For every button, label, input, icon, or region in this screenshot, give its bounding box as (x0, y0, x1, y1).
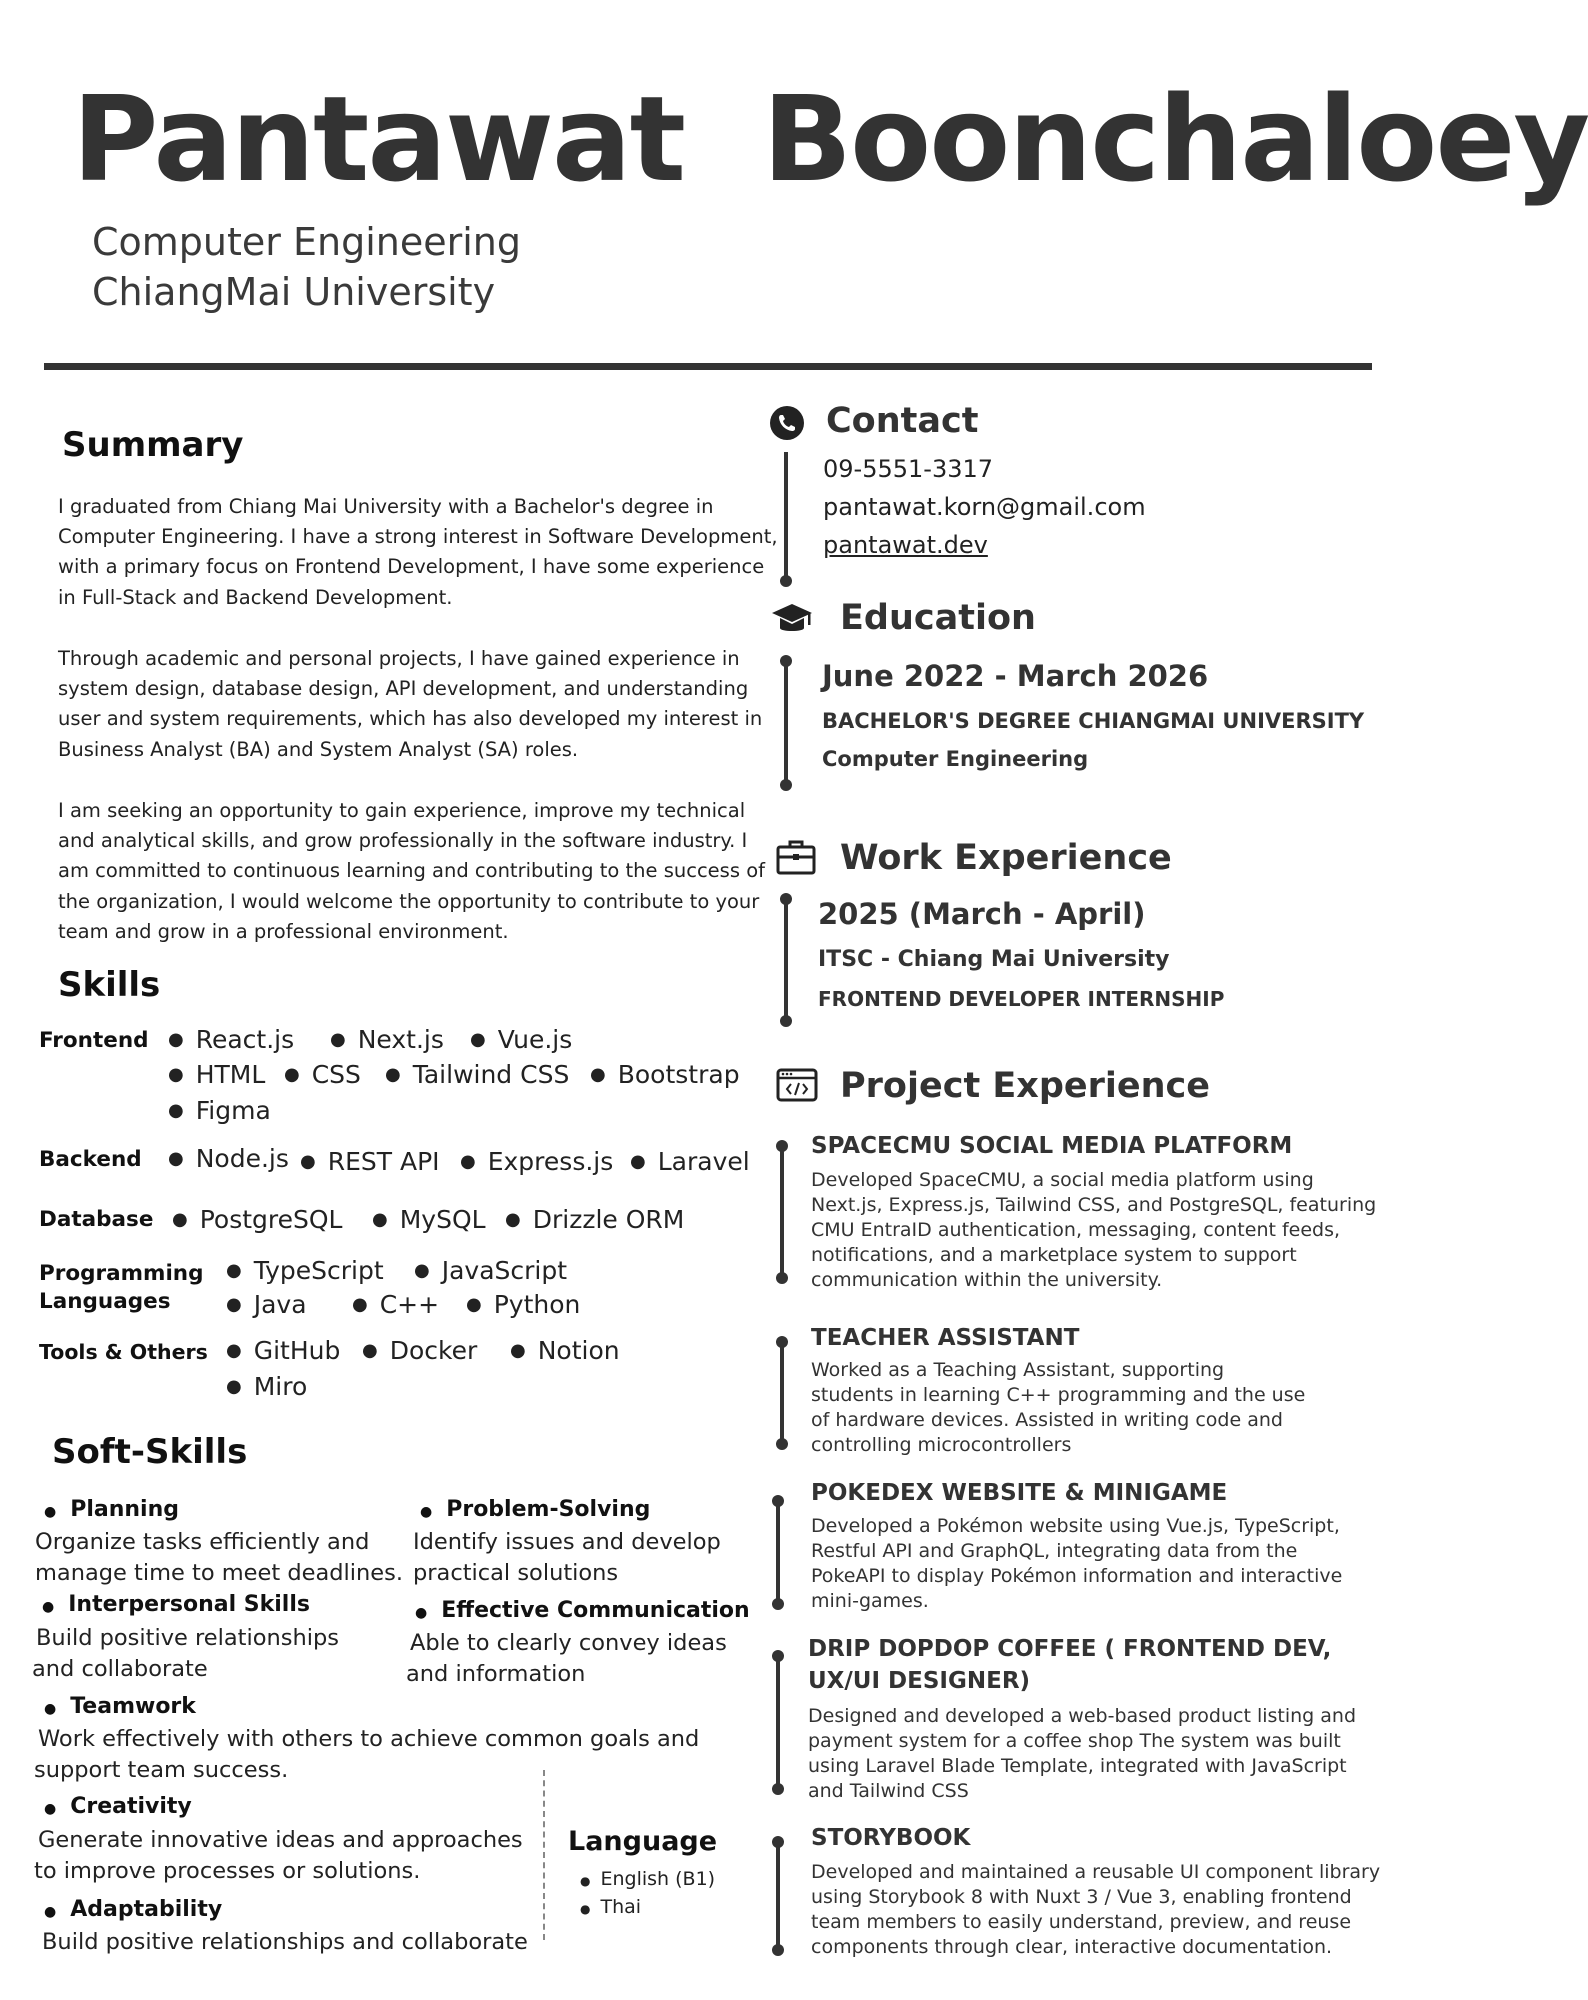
language-heading: Language (568, 1826, 718, 1857)
timeline-dot (776, 1272, 788, 1284)
language-divider (543, 1770, 545, 1940)
language-item: ● Thai (580, 1896, 642, 1918)
timeline-dot (772, 1944, 784, 1956)
first-name: Pantawat (72, 70, 685, 208)
skill-item: ● REST API (300, 1147, 440, 1176)
work-role: FRONTEND DEVELOPER INTERNSHIP (818, 987, 1225, 1011)
contact-timeline (784, 452, 788, 580)
project-description: Developed a Pokémon website using Vue.js, TypeScript, Restful API and GraphQL, integrating data from the PokeAPI to display Pokémon information and interactive mini-games. (811, 1515, 1343, 1612)
soft-skill-problem-solving-title: ● Problem-Solving (420, 1497, 651, 1522)
skill-category-tools: Tools & Others (39, 1340, 208, 1364)
project-title: DRIP DOPDOP COFFEE ( FRONTEND DEV, UX/UI DESIGNER) (808, 1636, 1332, 1694)
soft-skill-communication-desc: Able to clearly convey ideas and information (406, 1630, 727, 1687)
skill-item: ● Figma (168, 1096, 271, 1125)
soft-skill-problem-solving-desc: Identify issues and develop practical solutions (413, 1529, 721, 1586)
skill-item: ● React.js (168, 1025, 295, 1054)
contact-phone: 09-5551-3317 (823, 455, 994, 483)
soft-skills-heading: Soft-Skills (52, 1432, 248, 1472)
project-timeline (776, 1656, 780, 1789)
project-experience-heading: Project Experience (840, 1066, 1211, 1106)
summary-heading: Summary (62, 425, 244, 465)
project-title: POKEDEX WEBSITE & MINIGAME (811, 1480, 1228, 1506)
project-description: Developed SpaceCMU, a social media platform using Next.js, Express.js, Tailwind CSS, and PostgreSQL, featuring CMU EntraID authentication, messaging, content feeds, notifications, and a marketplace system to support communication within the university. (811, 1169, 1377, 1291)
skill-item: ● Bootstrap (590, 1060, 740, 1089)
work-experience-heading: Work Experience (840, 838, 1172, 878)
skill-item: ● Python (466, 1290, 581, 1319)
skill-item: ● Miro (226, 1372, 308, 1401)
skill-item: ● MySQL (372, 1205, 486, 1234)
soft-skill-interpersonal-desc: Build positive relationships and collaborate (32, 1625, 340, 1682)
soft-skill-communication-title: ● Effective Communication (415, 1598, 750, 1623)
skill-category-frontend: Frontend (39, 1028, 149, 1053)
education-heading: Education (840, 598, 1036, 638)
skill-item: ● Drizzle ORM (505, 1205, 685, 1234)
contact-heading: Contact (826, 401, 979, 441)
skill-item: ● C++ (352, 1290, 440, 1319)
work-period: 2025 (March - April) (818, 897, 1146, 931)
soft-skill-planning-title: ● Planning (44, 1497, 180, 1522)
timeline-dot (780, 1015, 792, 1027)
work-organization: ITSC - Chiang Mai University (818, 947, 1170, 972)
skill-item: ● JavaScript (414, 1256, 568, 1285)
soft-skill-creativity-title: ● Creativity (44, 1794, 192, 1819)
skill-category-programming: Programming Languages (39, 1261, 204, 1314)
timeline-dot (780, 575, 792, 587)
project-timeline (780, 1146, 784, 1278)
graduation-cap-icon (770, 600, 814, 640)
contact-website-link[interactable]: pantawat.dev (823, 531, 988, 559)
project-description: Developed and maintained a reusable UI component library using Storybook 8 with Nuxt 3 / Vue 3, enabling frontend team members to easily understand, preview, and reuse components through clear, interactive documentation. (811, 1861, 1381, 1958)
skill-item: ● PostgreSQL (172, 1205, 343, 1234)
university-name: ChiangMai University (92, 270, 496, 314)
soft-skill-creativity-desc: Generate innovative ideas and approaches to improve processes or solutions. (34, 1827, 523, 1884)
skill-item: ● Java (226, 1290, 307, 1319)
code-window-icon (776, 1068, 818, 1102)
education-degree: BACHELOR'S DEGREE CHIANGMAI UNIVERSITY (822, 709, 1365, 733)
skill-item: ● Express.js (460, 1147, 614, 1176)
skill-category-database: Database (39, 1207, 154, 1232)
education-timeline (784, 660, 788, 785)
timeline-dot (776, 1438, 788, 1450)
project-description: Worked as a Teaching Assistant, supporting students in learning C++ programming and the use of hardware devices. Assisted in writing code and controlling microcontrollers (811, 1359, 1306, 1456)
project-timeline (780, 1342, 784, 1444)
skill-item: ● Node.js (168, 1144, 289, 1173)
header-divider (44, 363, 1372, 370)
phone-icon (770, 406, 804, 440)
education-period: June 2022 - March 2026 (822, 659, 1209, 693)
summary-paragraph-1: I graduated from Chiang Mai University with a Bachelor's degree in Computer Engineering. I have a strong interest in Software Development, with a primary focus on Frontend Development, I have some experience in Full-Stack and Backend Development. (58, 495, 778, 609)
timeline-dot (772, 1783, 784, 1795)
skill-item: ● TypeScript (226, 1256, 384, 1285)
project-title: STORYBOOK (811, 1825, 971, 1851)
soft-skill-adaptability-title: ● Adaptability (44, 1897, 223, 1922)
skill-item: ● Vue.js (470, 1025, 573, 1054)
skill-item: ● Tailwind CSS (385, 1060, 570, 1089)
skill-item: ● GitHub (226, 1336, 341, 1365)
briefcase-icon (776, 838, 816, 876)
skill-item: ● Next.js (330, 1025, 444, 1054)
education-major: Computer Engineering (822, 747, 1089, 771)
project-timeline (776, 1842, 780, 1950)
timeline-dot (780, 779, 792, 791)
soft-skill-planning-desc: Organize tasks efficiently and manage time to meet deadlines. (35, 1529, 404, 1586)
project-timeline (776, 1501, 780, 1604)
project-title: TEACHER ASSISTANT (811, 1325, 1080, 1351)
full-name (72, 70, 1588, 208)
work-timeline (784, 898, 788, 1020)
contact-email[interactable]: pantawat.korn@gmail.com (823, 493, 1146, 521)
soft-skill-adaptability-desc: Build positive relationships and collaborate (42, 1929, 528, 1955)
skills-heading: Skills (58, 965, 161, 1005)
skill-category-backend: Backend (39, 1147, 142, 1172)
project-description: Designed and developed a web-based product listing and payment system for a coffee shop The system was built using Laravel Blade Template, integrated with JavaScript and Tailwind CSS (808, 1705, 1357, 1802)
language-item: ● English (B1) (580, 1868, 716, 1890)
last-name: Boonchaloey (762, 70, 1588, 208)
skill-item: ● Laravel (630, 1147, 750, 1176)
skill-item: ● HTML (168, 1060, 266, 1089)
project-title: SPACECMU SOCIAL MEDIA PLATFORM (811, 1133, 1293, 1159)
timeline-dot (772, 1598, 784, 1610)
summary-paragraph-3: I am seeking an opportunity to gain experience, improve my technical and analytical skills, and grow professionally in the software industry. I am committed to continuous learning and contributing to the success of the organization, I would welcome the opportunity to contribute to your team and grow in a professional environment. (58, 799, 765, 943)
summary-paragraph-2: Through academic and personal projects, I have gained experience in system design, database design, API development, and understanding user and system requirements, which has also developed my interest in Business Analyst (BA) and System Analyst (SA) roles. (58, 647, 763, 761)
soft-skill-teamwork-desc: Work effectively with others to achieve common goals and support team success. (34, 1726, 700, 1783)
skill-item: ● CSS (284, 1060, 361, 1089)
soft-skill-interpersonal-title: ● Interpersonal Skills (42, 1592, 310, 1617)
skill-item: ● Notion (510, 1336, 620, 1365)
field-of-study: Computer Engineering (92, 220, 521, 264)
soft-skill-teamwork-title: ● Teamwork (44, 1694, 196, 1719)
skill-item: ● Docker (362, 1336, 478, 1365)
